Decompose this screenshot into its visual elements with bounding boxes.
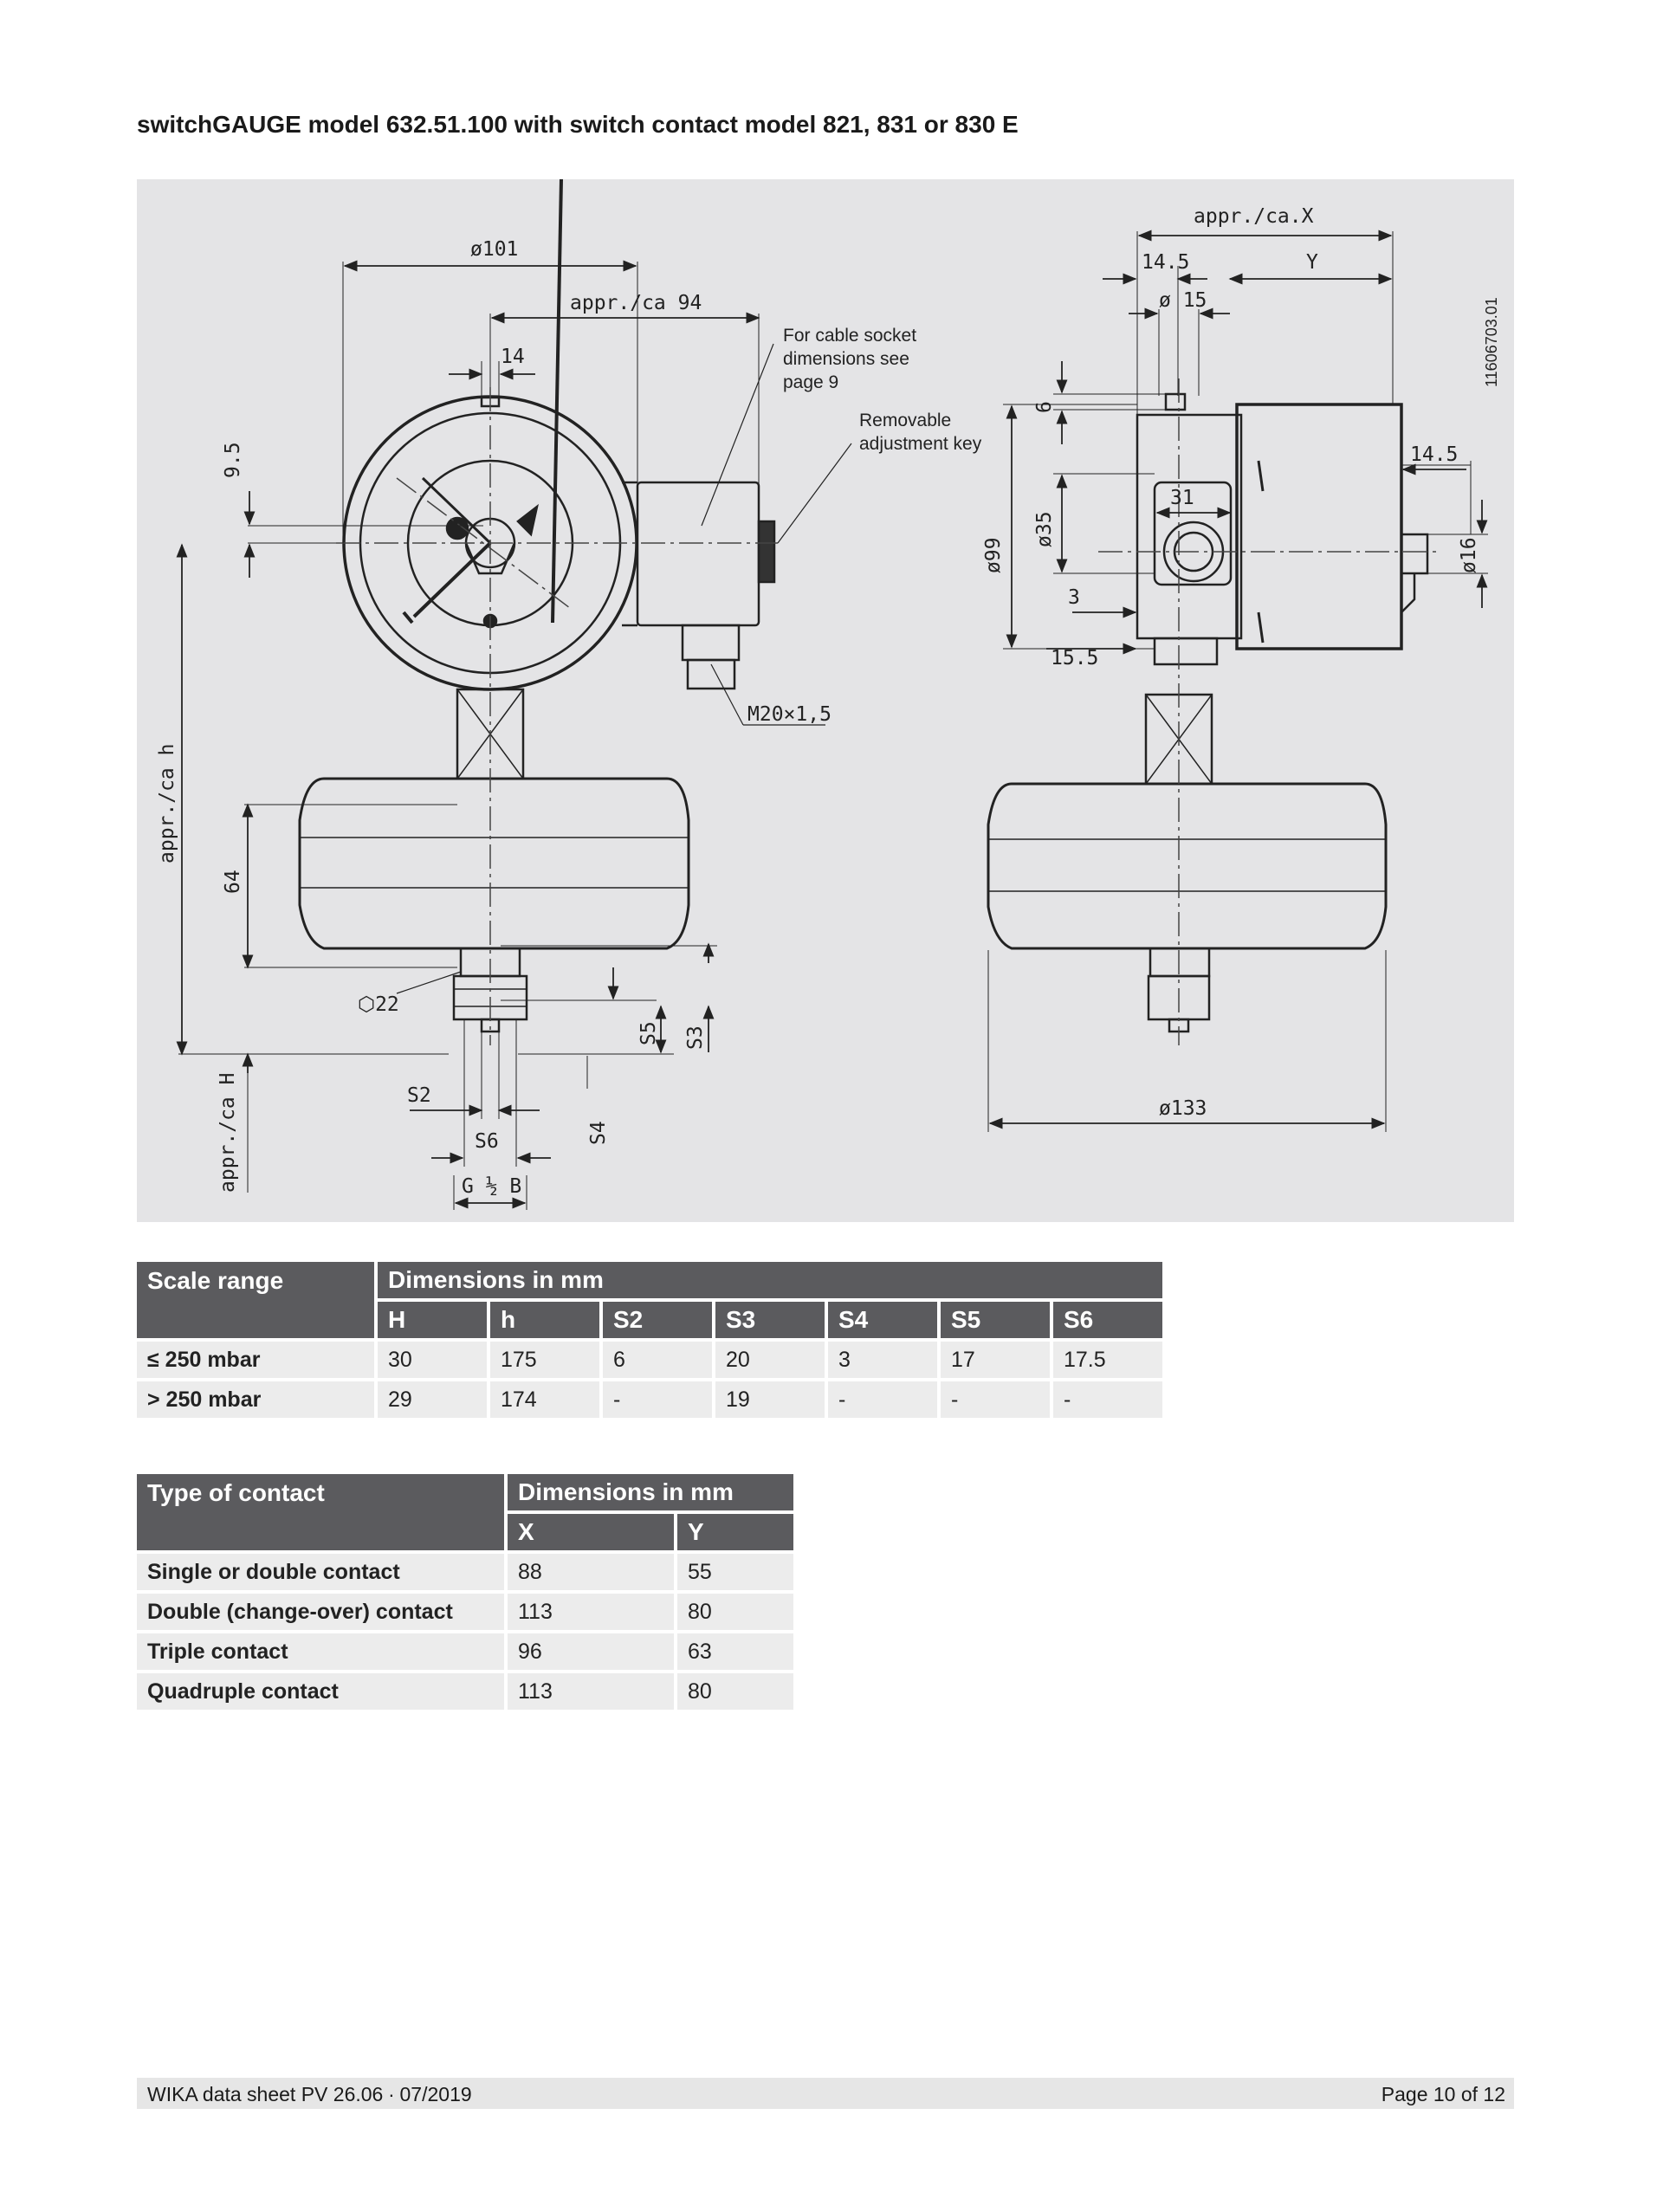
label-d15-5: 15.5	[1051, 647, 1099, 669]
note-cable-socket-2: dimensions see	[783, 349, 909, 369]
label-d95: 9.5	[222, 442, 244, 478]
label-d31: 31	[1170, 487, 1194, 509]
label-d14-5a: 14.5	[1142, 251, 1190, 274]
label-s2: S2	[407, 1084, 431, 1107]
table-row	[137, 1554, 793, 1590]
label-apprH: appr./ca H	[217, 1072, 239, 1193]
table-cell: 80	[677, 1673, 793, 1710]
contact-type-table	[133, 1471, 797, 1713]
adjustment-key	[759, 521, 774, 582]
table-cell: 55	[677, 1554, 793, 1590]
label-d101: ø101	[470, 238, 519, 261]
label-d6: 6	[1033, 401, 1056, 413]
row-label: > 250 mbar	[137, 1381, 374, 1418]
table-cell: -	[603, 1381, 712, 1418]
table-cell: 80	[677, 1594, 793, 1630]
label-hex22: ⬡22	[358, 993, 399, 1016]
cable-socket-housing	[637, 482, 759, 625]
label-d133: ø133	[1159, 1097, 1207, 1120]
scale-range-header: Scale range	[137, 1262, 374, 1338]
table-cell: 19	[715, 1381, 825, 1418]
scale-range-table	[133, 1258, 1166, 1421]
table-cell: -	[1053, 1381, 1162, 1418]
table-cell: 6	[603, 1342, 712, 1378]
label-d16: ø16	[1458, 537, 1480, 573]
row-label: ≤ 250 mbar	[137, 1342, 374, 1378]
table-row	[137, 1381, 1162, 1418]
page-number: Page 10 of 12	[1381, 2083, 1505, 2105]
side-diaphragm-capsule	[988, 784, 1386, 948]
col-header: X	[508, 1514, 674, 1550]
col-header: Y	[677, 1514, 793, 1550]
label-s4: S4	[587, 1121, 610, 1145]
table-cell: 175	[490, 1342, 599, 1378]
drawing-doc-id: 11606703.01	[1483, 297, 1500, 387]
table-row	[137, 1594, 793, 1630]
side-gauge-case	[1237, 404, 1401, 649]
page-footer	[137, 2078, 1514, 2109]
table-cell: -	[941, 1381, 1050, 1418]
label-d64: 64	[222, 870, 244, 894]
side-contact-housing	[1137, 415, 1241, 638]
label-y: Y	[1306, 251, 1318, 274]
row-label: Double (change-over) contact	[137, 1594, 504, 1630]
note-cable-socket-3: page 9	[783, 372, 839, 392]
note-adjustment-key-1: Removable	[859, 411, 952, 430]
table-cell: 113	[508, 1673, 674, 1710]
table-cell: 113	[508, 1594, 674, 1630]
dimensions-header: Dimensions in mm	[378, 1262, 1162, 1298]
table-cell: 29	[378, 1381, 487, 1418]
row-label: Quadruple contact	[137, 1673, 504, 1710]
table-cell: 174	[490, 1381, 599, 1418]
footer-doc-ref: WIKA data sheet PV 26.06 ∙ 07/2019	[147, 2083, 472, 2105]
table-cell: 96	[508, 1633, 674, 1670]
table-cell: -	[828, 1381, 937, 1418]
table-row	[137, 1673, 793, 1710]
label-d3: 3	[1068, 586, 1080, 609]
note-cable-socket-1: For cable socket	[783, 326, 917, 346]
label-d15: ø 15	[1159, 289, 1207, 312]
row-label: Triple contact	[137, 1633, 504, 1670]
table-cell: 17	[941, 1342, 1050, 1378]
page-title: switchGAUGE model 632.51.100 with switch contact model 821, 831 or 830 E	[137, 111, 1019, 138]
label-appr94: appr./ca 94	[570, 292, 702, 314]
label-apprh: appr./ca h	[156, 743, 178, 863]
col-header: H	[378, 1302, 487, 1338]
table-row	[137, 1633, 793, 1670]
label-d14-5b: 14.5	[1410, 443, 1459, 466]
label-d99: ø99	[982, 537, 1005, 573]
row-label: Single or double contact	[137, 1554, 504, 1590]
drawing-svg	[137, 179, 1514, 1222]
label-s5: S5	[637, 1021, 660, 1045]
label-g12b: G ½ B	[462, 1175, 522, 1198]
col-header: S3	[715, 1302, 825, 1338]
col-header: h	[490, 1302, 599, 1338]
front-view	[300, 179, 774, 1032]
col-header: S5	[941, 1302, 1050, 1338]
table-cell: 30	[378, 1342, 487, 1378]
table-cell: 3	[828, 1342, 937, 1378]
table-cell: 63	[677, 1633, 793, 1670]
label-s6: S6	[475, 1130, 499, 1153]
side-view	[988, 394, 1427, 1032]
col-header: S2	[603, 1302, 712, 1338]
dimensions-header: Dimensions in mm	[508, 1474, 793, 1510]
label-s3: S3	[684, 1025, 707, 1050]
table-cell: 17.5	[1053, 1342, 1162, 1378]
col-header: S6	[1053, 1302, 1162, 1338]
diaphragm-capsule	[300, 779, 689, 948]
label-apprX: appr./ca.X	[1194, 205, 1314, 228]
table-row	[137, 1342, 1162, 1378]
pointer	[414, 543, 490, 617]
contact-pin-right	[518, 507, 537, 534]
table-cell: 88	[508, 1554, 674, 1590]
note-adjustment-key-2: adjustment key	[859, 434, 982, 454]
label-d35: ø35	[1033, 511, 1056, 547]
label-d14: 14	[501, 346, 525, 368]
label-m20: M20×1,5	[747, 703, 832, 726]
col-header: S4	[828, 1302, 937, 1338]
contact-type-header: Type of contact	[137, 1474, 504, 1550]
technical-drawing	[137, 179, 1514, 1222]
table-cell: 20	[715, 1342, 825, 1378]
